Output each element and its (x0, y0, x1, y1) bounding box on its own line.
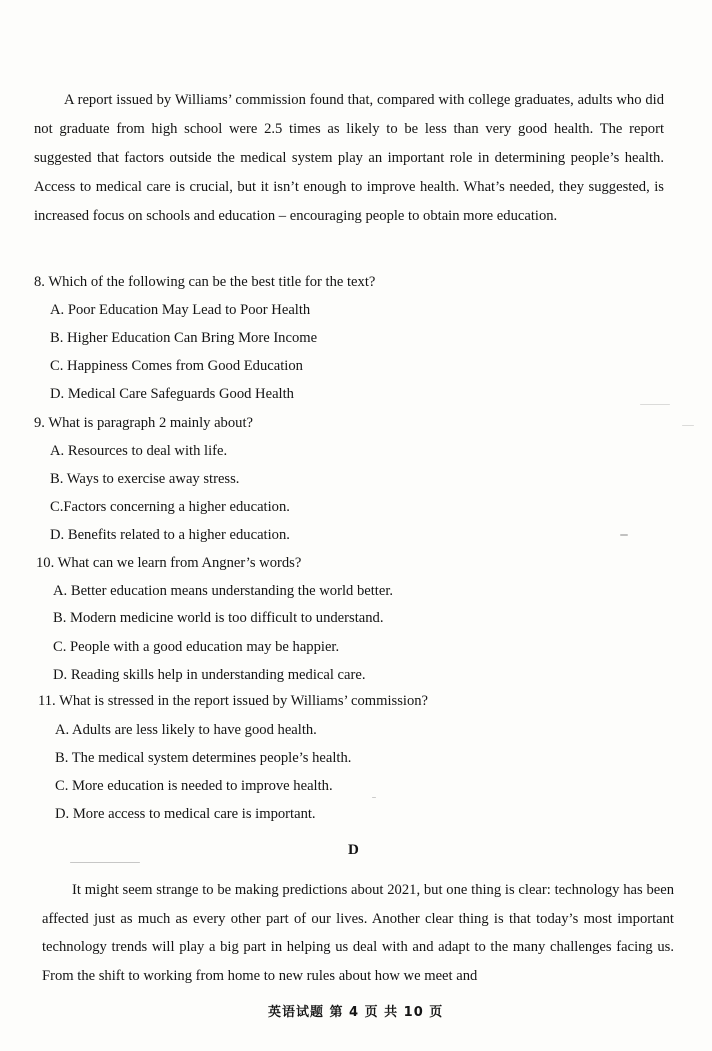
question-8-stem: 8. Which of the following can be the best title for the text? (34, 274, 376, 290)
scan-artifact (620, 534, 628, 536)
scan-artifact (682, 425, 694, 426)
question-9-option-b: B. Ways to exercise away stress. (50, 471, 240, 487)
question-8-option-d: D. Medical Care Safeguards Good Health (50, 386, 294, 402)
section-d-paragraph (42, 876, 674, 990)
question-10-option-a: A. Better education means understanding the world better. (53, 583, 394, 599)
question-10-option-c: C. People with a good education may be happier. (53, 639, 340, 655)
question-11-option-b: B. The medical system determines people’s health. (55, 750, 352, 766)
question-9-option-d: D. Benefits related to a higher education. (50, 527, 290, 543)
question-9-option-c: C.Factors concerning a higher education. (50, 499, 290, 515)
scan-artifact (372, 797, 376, 798)
section-d-paragraph-text: It might seem strange to be making predictions about 2021, but one thing is clear: technology has been affected just as much as every other part of our lives. Another clear thing is that today’s most important technology trends will play a big part in helping us deal with and adapt to the many challenges facing us. From the shift to working from home to new rules about how we meet and (42, 882, 674, 984)
question-10-stem: 10. What can we learn from Angner’s words? (36, 555, 302, 571)
passage-c-paragraph (34, 86, 664, 231)
passage-c-paragraph-text: A report issued by Williams’ commission found that, compared with college graduates, adults who did not graduate from high school were 2.5 times as likely to be less than very good health. The report suggested that factors outside the medical system play an important role in determining people’s health. Access to medical care is crucial, but it isn’t enough to improve health. What’s needed, they suggested, is increased focus on schools and education – encouraging people to obtain more education. (34, 92, 664, 224)
question-11-option-c: C. More education is needed to improve health. (55, 778, 333, 794)
question-8-option-a: A. Poor Education May Lead to Poor Health (50, 302, 311, 318)
question-10-option-b: B. Modern medicine world is too difficult to understand. (53, 610, 384, 626)
scan-artifact (70, 862, 140, 863)
question-11-option-a: A. Adults are less likely to have good health. (55, 722, 317, 738)
page-footer: 英语试题 第 4 页 共 10 页 (268, 1005, 444, 1020)
question-8-option-c: C. Happiness Comes from Good Education (50, 358, 303, 374)
question-9-option-a: A. Resources to deal with life. (50, 443, 228, 459)
question-11-option-d: D. More access to medical care is important. (55, 806, 316, 822)
scan-artifact (640, 404, 670, 405)
question-11-stem: 11. What is stressed in the report issued by Williams’ commission? (38, 693, 429, 709)
section-d-heading: D (348, 842, 359, 858)
question-9-stem: 9. What is paragraph 2 mainly about? (34, 415, 253, 431)
question-8-option-b: B. Higher Education Can Bring More Income (50, 330, 318, 346)
question-10-option-d: D. Reading skills help in understanding medical care. (53, 667, 366, 683)
